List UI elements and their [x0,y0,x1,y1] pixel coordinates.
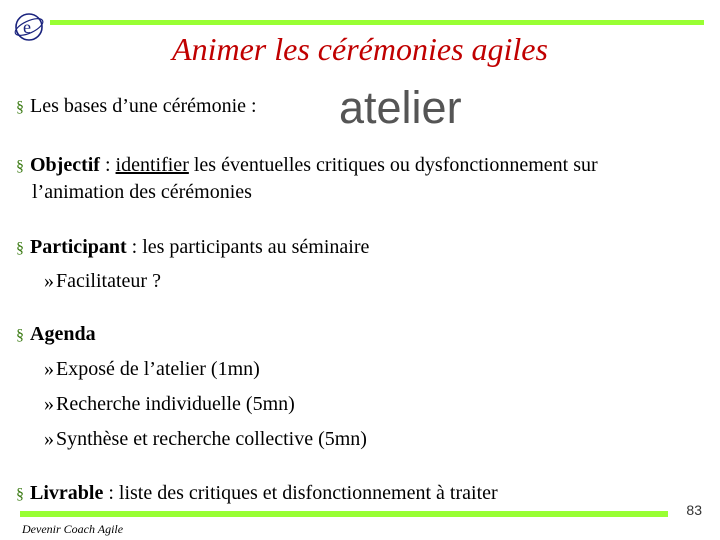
top-rule [50,20,704,25]
livrable-label: Livrable [30,482,104,504]
agenda-item [44,427,367,451]
svg-text:e: e [23,17,31,37]
agenda-item [44,392,295,416]
bullet-icon: § [16,486,24,503]
agenda-item-text: Recherche individuelle (5mn) [56,393,295,415]
arrow-bullet-icon: » [44,270,54,292]
livrable-text: : liste des critiques et disfonctionnement à traiter [103,482,498,504]
slide-title: Animer les cérémonies agiles [172,31,548,67]
objectif-line2: l’animation des cérémonies [32,181,252,203]
objectif-line [16,153,598,179]
participant-text: : les participants au séminaire [126,236,370,258]
footer-text: Devenir Coach Agile [22,522,124,536]
objectif-label: Objectif [30,154,100,176]
bottom-rule [20,511,668,517]
agenda-line [16,322,96,348]
bases-line [16,94,257,120]
participant-sub-text: Facilitateur ? [56,270,161,292]
participant-label: Participant [30,236,127,258]
bullet-icon: § [16,240,24,257]
objectif-verb: identifier [115,154,189,176]
bullet-icon: § [16,158,24,175]
agenda-item [44,357,260,381]
agenda-label: Agenda [30,323,96,345]
bullet-icon: § [16,327,24,344]
agenda-item-text: Exposé de l’atelier (1mn) [56,358,260,380]
page-number: 83 [686,502,702,518]
bullet-icon: § [16,99,24,116]
atelier-topic: atelier [339,82,462,133]
objectif-sep: : [99,154,116,176]
participant-line [16,235,369,261]
arrow-bullet-icon: » [44,393,54,415]
arrow-bullet-icon: » [44,428,54,450]
bases-label: Les bases d’une cérémonie : [30,95,257,117]
livrable-line [16,481,498,507]
objectif-rest: les éventuelles critiques ou dysfonctionnement sur [188,154,598,176]
agenda-item-text: Synthèse et recherche collective (5mn) [56,428,367,450]
participant-sub-item [44,269,161,293]
arrow-bullet-icon: » [44,358,54,380]
